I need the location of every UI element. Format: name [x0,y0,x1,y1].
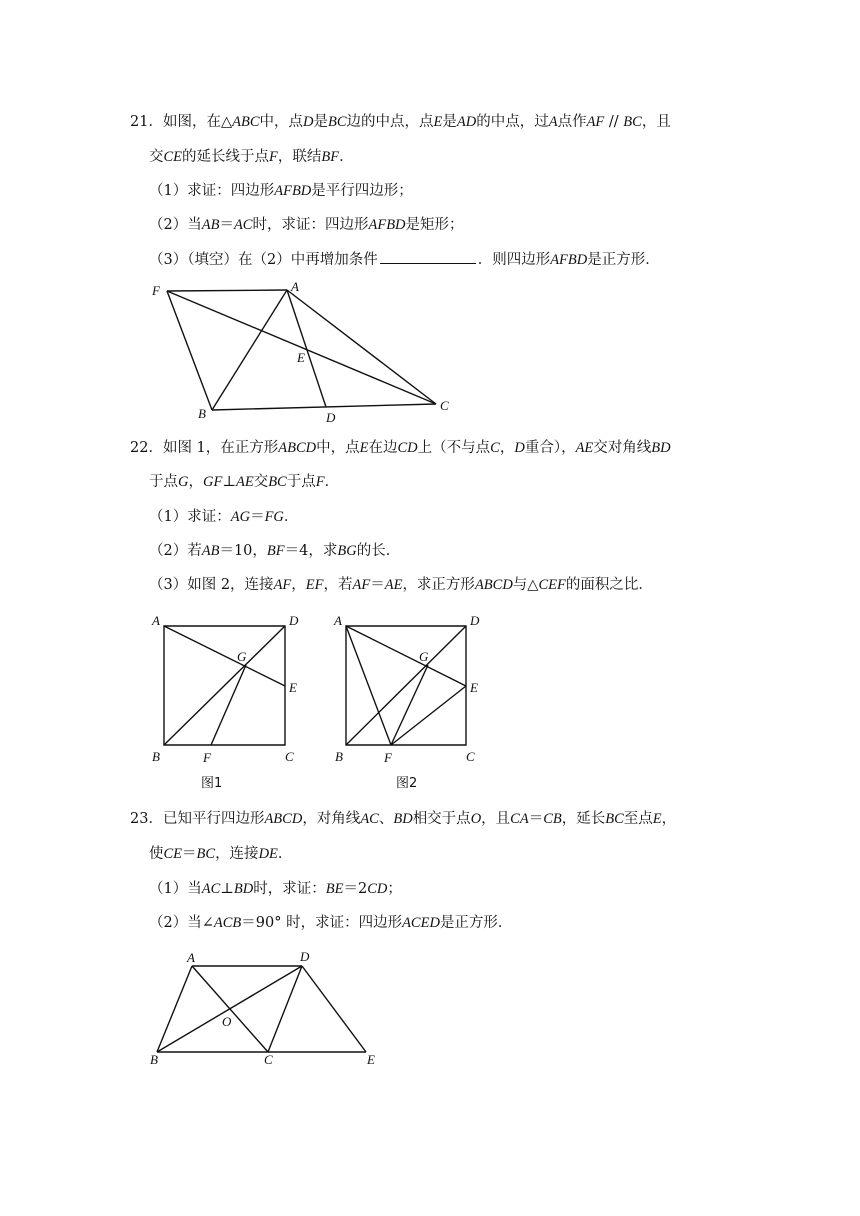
label-a: A [187,950,195,965]
q23-var: CB [543,811,562,827]
q22-var: AE [235,474,254,490]
label-b: B [150,1052,158,1067]
q23-text: ＝ [182,846,197,862]
q22-var: CEF [538,577,566,593]
q22-var: ABCD [474,577,513,593]
q21-text: ．则四边形 [477,252,551,268]
q22-text: 与△ [512,577,539,593]
q21-text: ，且 [641,114,671,130]
label-e: E [470,680,478,695]
q21-var: AF [586,114,605,130]
q22-text: ， [291,577,306,593]
label-d: D [300,949,310,964]
q21-text: （3）（填空）在（2）中再增加条件 [149,252,378,268]
q23-text: ＝2 [343,881,368,897]
q23-text: 至点 [623,811,653,827]
q21-var: D [303,114,314,130]
label-f: F [203,750,211,765]
q23-var: E [652,811,662,827]
q22-var: BF [266,543,285,559]
q23-var: CD [367,881,388,897]
q23-var: BD [393,811,413,827]
q22-var: EF [305,577,324,593]
q22-var: AB [201,543,220,559]
label-e: E [289,680,297,695]
q23-var: CE [163,846,183,862]
q23-text: 使 [149,846,164,862]
q23-text: 时，求证： [253,881,326,897]
q22-var: GF [202,474,223,490]
q21-text: 时，求证：四边形 [252,217,369,233]
q21-var: CE [163,149,183,165]
q23-text: 相交于点 [412,811,471,827]
q22-var: AF [352,577,371,593]
label-c: C [466,749,475,764]
q22-var: ABCD [278,440,317,456]
q21-var: AFBD [368,217,406,233]
q23-text: ，连接 [215,846,259,862]
q22-text: 交 [253,474,269,490]
q23-text: 、 [378,811,394,827]
q21-var: F [269,149,278,165]
q22-text: 于点 [286,474,316,490]
q23-var: DE [258,846,278,862]
q22-var: C [490,440,500,456]
label-c: C [264,1052,273,1067]
q22-var: AE [575,440,594,456]
q23-text: ，延长 [561,811,606,827]
q21-text: ，联结 [277,149,322,165]
q23-var: ACB [213,915,242,931]
label-o: O [222,1014,232,1029]
q21-var: AFBD [550,252,588,268]
label-d: D [289,613,299,628]
q21-text: 是 [313,114,328,130]
q21-text: 是矩形； [405,217,464,233]
q21-text: （2）当 [149,217,202,233]
label-c: C [285,749,294,764]
q23-text: ， [661,811,677,827]
q21-text: （1）求证：四边形 [149,183,275,199]
q22-text: 的长． [356,543,401,559]
label-d: D [326,410,336,425]
q22-text: 上（不与点 [417,440,491,456]
label-a: A [334,613,342,628]
label-d: D [470,613,480,628]
q22-text: （1）求证： [149,509,231,525]
q22-var: AF [273,577,292,593]
q21-text: 是 [442,114,457,130]
q22-text: ，若 [323,577,353,593]
q23-text: ，且 [481,811,511,827]
q22-var: FG [264,509,284,525]
q22-text: ． [283,509,299,525]
q23-text: ⊥ [220,881,234,897]
q22-text: （3）如图 2，连接 [149,577,274,593]
label-f: F [152,283,160,298]
q22-text: 重合）， [524,440,576,456]
q21-text: 是平行四边形； [311,183,413,199]
q21-var: AFBD [274,183,312,199]
q23-text: （1）当 [149,881,202,897]
q22-text: 交对角线 [593,440,652,456]
q23-text: ． [277,846,293,862]
q23-text: （2）当∠ [149,915,214,931]
q22-text: ， [188,474,203,490]
q22-text: 中，点 [316,440,360,456]
label-a: A [152,613,160,628]
q21-text: 21．如图，在△ [130,114,233,130]
q21-text: 的延长线于点 [182,149,270,165]
label-e: E [367,1052,375,1067]
figure-caption-2: 图2 [396,776,418,791]
figure-caption-1: 图1 [201,776,223,791]
label-c: C [440,398,449,413]
segment-ab [157,966,192,1052]
q23-var: BD [233,881,254,897]
q22-text: 的面积之比． [565,577,653,593]
q22-text: ，求正方形 [402,577,475,593]
q21-text: 的中点，过 [476,114,549,130]
diagonal-bd [157,966,302,1052]
q23-var: CA [510,811,529,827]
q21-var: AD [456,114,477,130]
q22-var: BC [268,474,287,490]
q21-var: BC [327,114,347,130]
q23-text: 23．已知平行四边形 [130,811,265,827]
q21-text: // [604,114,624,130]
q21-var: ABC [232,114,260,130]
q21-var: AB [201,217,220,233]
q22-text: ＝ [250,509,265,525]
q22-var: E [359,440,369,456]
q21-var: AC [233,217,253,233]
q21-text: ． [339,149,354,165]
q21-var: A [548,114,558,130]
q22-text: ⊥ [222,474,236,490]
q22-text: 于点 [149,474,178,490]
q23-text: ＝90° 时，求证：四边形 [241,915,403,931]
q22-text: 在边 [368,440,398,456]
q22-text: ＝ [370,577,385,593]
q22-text: ＝4，求 [284,543,338,559]
q21-text: 点作 [557,114,587,130]
label-g: G [237,649,247,664]
q22-var: BG [337,543,357,559]
label-a: A [291,279,299,294]
q21-text: ＝ [219,217,234,233]
label-b: B [335,749,343,764]
label-f: F [384,750,392,765]
q23-text: ，对角线 [302,811,361,827]
q22-text: ． [324,474,340,490]
label-b: B [152,749,160,764]
q21-text: 边的中点，点 [346,114,434,130]
segment-dc [268,966,302,1052]
q23-var: BC [196,846,216,862]
q21-text: 中，点 [259,114,303,130]
q23-var: BE [325,881,344,897]
q23-var: O [470,811,482,827]
q22-text: （2）若 [149,543,202,559]
q23-text: 是正方形． [439,915,513,931]
q22-var: CD [397,440,418,456]
q22-var: D [514,440,525,456]
segment-de [302,966,366,1052]
q22-var: F [315,474,325,490]
q22-var: AE [384,577,403,593]
q21-var: BF [321,149,340,165]
q23-var: BC [605,811,624,827]
q21-text: 交 [149,149,164,165]
q21-var: E [433,114,443,130]
q22-text: ＝10， [219,543,267,559]
label-g: G [419,649,429,664]
q23-var: ACED [402,915,440,931]
q23-text: ＝ [528,811,544,827]
q22-text: ， [499,440,515,456]
q23-var: AC [201,881,221,897]
q22-var: BD [651,440,671,456]
label-b: B [198,406,206,421]
q23-var: ABCD [264,811,303,827]
q22-text: 22．如图 1，在正方形 [130,440,279,456]
q23-var: AC [360,811,379,827]
q21-var: BC [623,114,642,130]
q23-text: ； [387,881,402,897]
q21-text: 是正方形． [587,252,660,268]
q22-var: G [178,474,189,490]
q22-var: AG [230,509,251,525]
label-e: E [297,350,305,365]
